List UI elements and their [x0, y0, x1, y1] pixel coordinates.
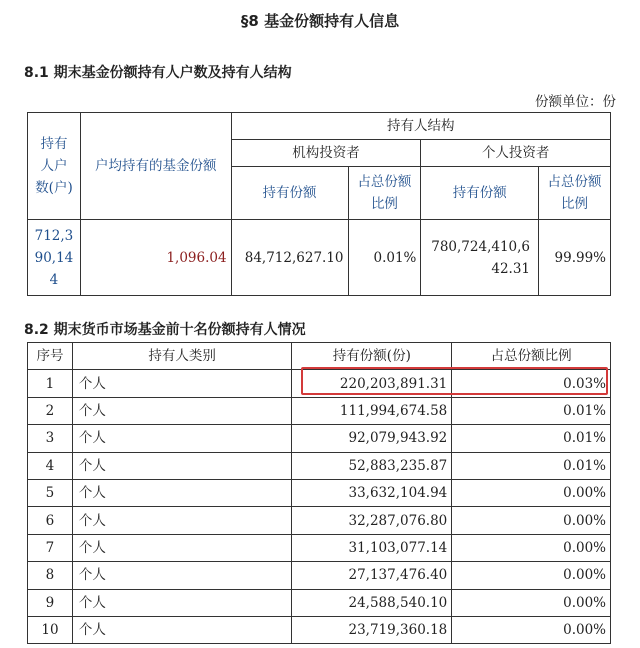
- section-8-2-heading: 8.2 期末货币市场基金前十名份额持有人情况: [24, 322, 306, 338]
- row-shares: 33,632,104.94: [292, 479, 452, 506]
- row-ratio: 0.03%: [452, 370, 611, 397]
- row-type: 个人: [72, 589, 291, 616]
- row-type: 个人: [72, 507, 291, 534]
- header-individual: 个人投资者: [421, 140, 611, 167]
- header-holder-structure: 持有人结构: [231, 113, 610, 140]
- header-ind-ratio: 占总份额比例: [539, 167, 611, 220]
- row-ratio: 0.00%: [452, 507, 611, 534]
- table-row: [28, 425, 611, 452]
- table-row: [28, 370, 611, 397]
- table-row: [28, 397, 611, 424]
- header-no: 序号: [28, 343, 73, 370]
- header-avg-holding: 户均持有的基金份额: [80, 113, 231, 220]
- row-shares: 31,103,077.14: [292, 534, 452, 561]
- row-type: 个人: [72, 425, 291, 452]
- cell-ind-shares: 780,724,410,642.31: [421, 220, 539, 296]
- header-shares: 持有份额(份): [292, 343, 452, 370]
- row-no: 9: [28, 589, 73, 616]
- row-shares: 27,137,476.40: [292, 562, 452, 589]
- table-row: [28, 479, 611, 506]
- row-ratio: 0.00%: [452, 616, 611, 643]
- table-row: [28, 534, 611, 561]
- header-holders-count: 持有人户数(户): [28, 113, 81, 220]
- row-shares: 32,287,076.80: [292, 507, 452, 534]
- row-shares: 220,203,891.31: [292, 370, 452, 397]
- row-type: 个人: [72, 562, 291, 589]
- section-8-1-heading: 8.1 期末基金份额持有人户数及持有人结构: [24, 65, 292, 81]
- table-row: [28, 452, 611, 479]
- row-no: 7: [28, 534, 73, 561]
- table-row: [28, 616, 611, 643]
- row-shares: 24,588,540.10: [292, 589, 452, 616]
- row-ratio: 0.01%: [452, 452, 611, 479]
- table-row: [28, 507, 611, 534]
- cell-inst-ratio: 0.01%: [348, 220, 421, 296]
- row-ratio: 0.00%: [452, 534, 611, 561]
- table-row: [28, 589, 611, 616]
- row-type: 个人: [72, 479, 291, 506]
- row-ratio: 0.00%: [452, 562, 611, 589]
- header-inst-shares: 持有份额: [231, 167, 348, 220]
- cell-avg-holding: 1,096.04: [80, 220, 231, 296]
- row-shares: 23,719,360.18: [292, 616, 452, 643]
- row-no: 5: [28, 479, 73, 506]
- cell-ind-ratio: 99.99%: [539, 220, 611, 296]
- row-type: 个人: [72, 616, 291, 643]
- row-shares: 92,079,943.92: [292, 425, 452, 452]
- row-no: 2: [28, 397, 73, 424]
- row-type: 个人: [72, 534, 291, 561]
- top-ten-holders-table: [27, 342, 611, 644]
- page-title: §8 基金份额持有人信息: [240, 12, 400, 30]
- header-inst-ratio: 占总份额比例: [348, 167, 421, 220]
- row-type: 个人: [72, 397, 291, 424]
- holder-structure-table: [27, 112, 611, 296]
- row-ratio: 0.00%: [452, 479, 611, 506]
- row-no: 1: [28, 370, 73, 397]
- row-ratio: 0.01%: [452, 425, 611, 452]
- row-ratio: 0.01%: [452, 397, 611, 424]
- row-no: 8: [28, 562, 73, 589]
- unit-label: 份额单位：份: [535, 94, 616, 110]
- row-shares: 111,994,674.58: [292, 397, 452, 424]
- row-no: 6: [28, 507, 73, 534]
- row-ratio: 0.00%: [452, 589, 611, 616]
- cell-inst-shares: 84,712,627.10: [231, 220, 348, 296]
- row-no: 4: [28, 452, 73, 479]
- row-type: 个人: [72, 452, 291, 479]
- header-institutional: 机构投资者: [231, 140, 421, 167]
- row-shares: 52,883,235.87: [292, 452, 452, 479]
- row-type: 个人: [72, 370, 291, 397]
- cell-holders-count: 712,390,144: [28, 220, 81, 296]
- row-no: 10: [28, 616, 73, 643]
- row-no: 3: [28, 425, 73, 452]
- header-holder-type: 持有人类别: [72, 343, 291, 370]
- header-ratio: 占总份额比例: [452, 343, 611, 370]
- table-row: [28, 562, 611, 589]
- header-ind-shares: 持有份额: [421, 167, 539, 220]
